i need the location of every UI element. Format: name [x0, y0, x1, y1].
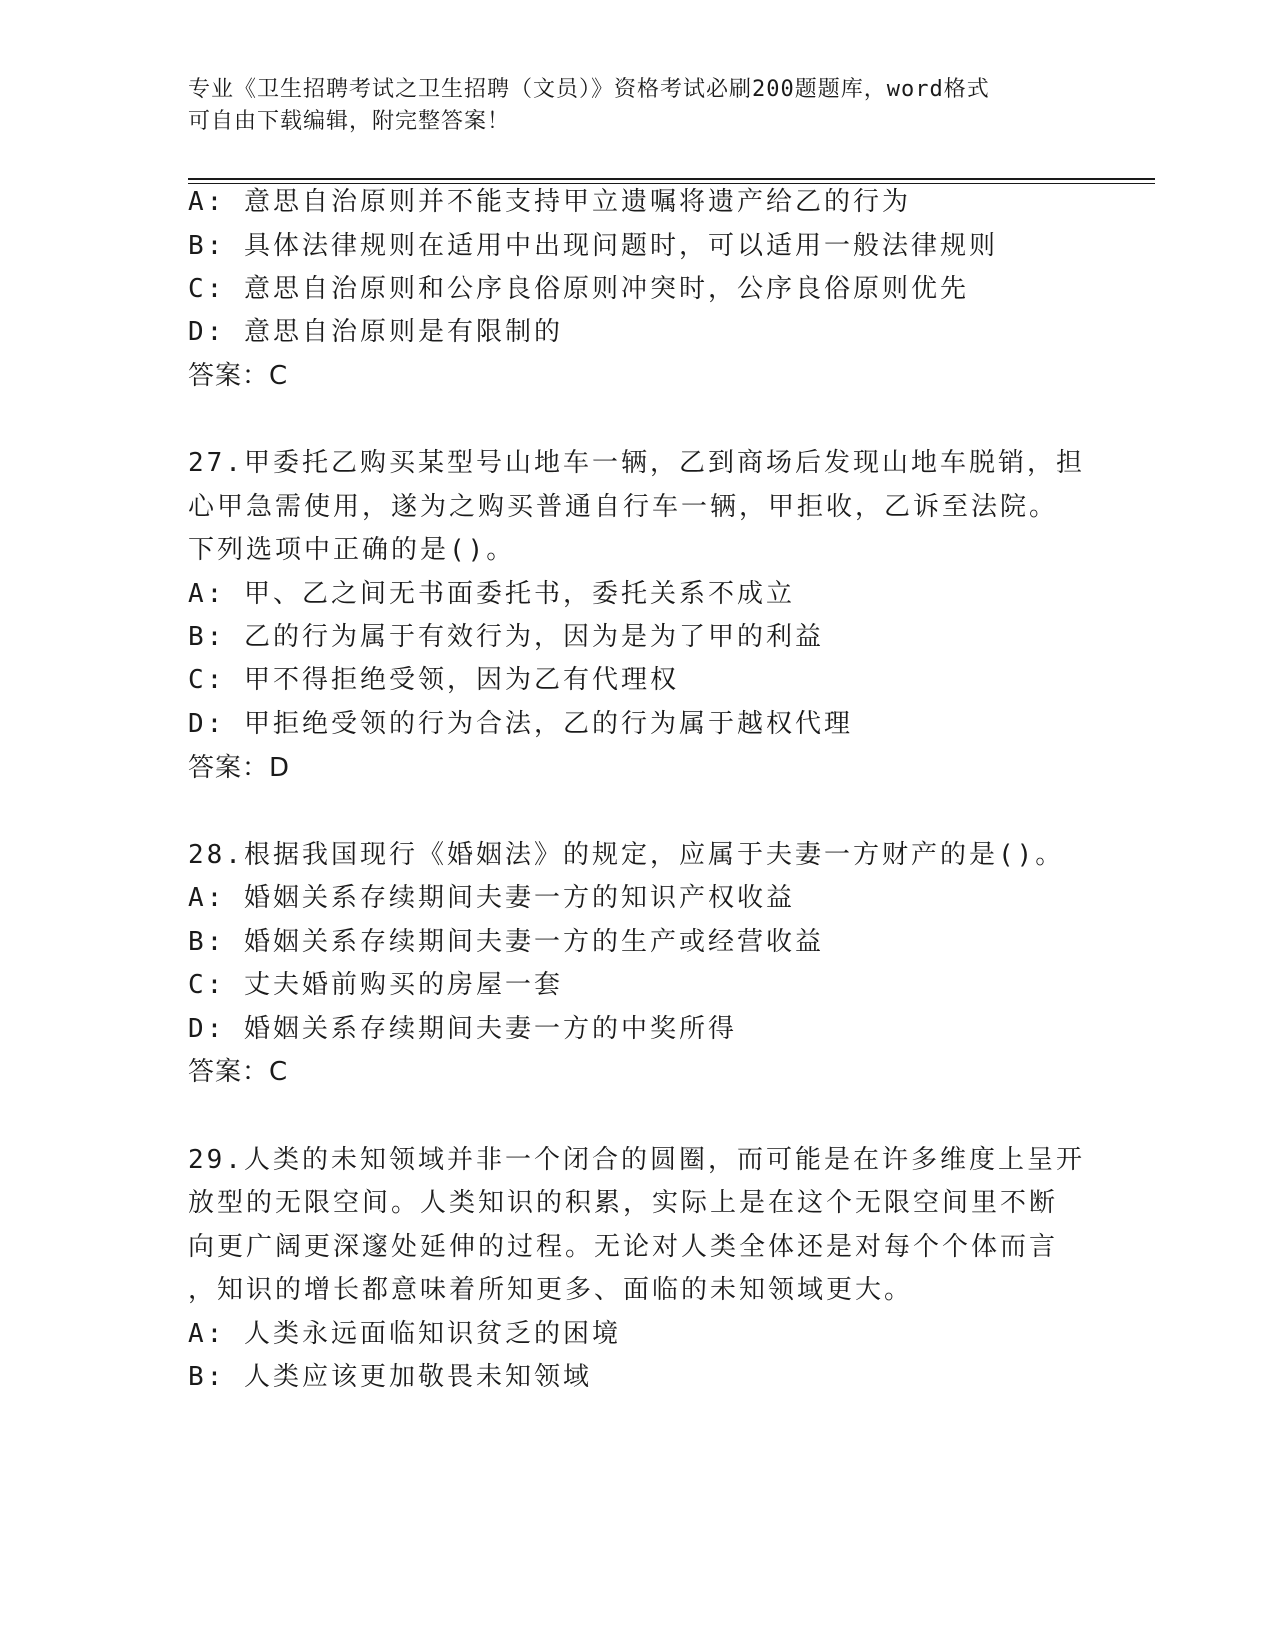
q29-option-a: A: 人类永远面临知识贫乏的困境 — [188, 1319, 621, 1349]
q26-option-a: A: 意思自治原则并不能支持甲立遗嘱将遗产给乙的行为 — [188, 187, 911, 217]
q27-option-a: A: 甲、乙之间无书面委托书，委托关系不成立 — [188, 579, 795, 609]
q28-stem-line-1: 28.根据我国现行《婚姻法》的规定，应属于夫妻一方财产的是()。 — [188, 840, 1065, 870]
q28-option-c: C: 丈夫婚前购买的房屋一套 — [188, 970, 563, 1000]
q26-option-c: C: 意思自治原则和公序良俗原则冲突时，公序良俗原则优先 — [188, 274, 969, 304]
q27-answer: 答案：D — [188, 753, 291, 783]
header-divider-thin — [188, 183, 1155, 184]
header-line-2: 可自由下载编辑，附完整答案！ — [188, 109, 511, 134]
q29-option-b: B: 人类应该更加敬畏未知领域 — [188, 1362, 592, 1392]
q29-stem-line-1: 29.人类的未知领域并非一个闭合的圆圈，而可能是在许多维度上呈开 — [188, 1145, 1085, 1175]
header-line-1: 专业《卫生招聘考试之卫生招聘（文员）》资格考试必刷200题题库，word格式 — [188, 77, 990, 102]
q27-option-b: B: 乙的行为属于有效行为，因为是为了甲的利益 — [188, 622, 824, 652]
header-divider-thick — [188, 178, 1155, 180]
q27-stem-line-2: 心甲急需使用，遂为之购买普通自行车一辆，甲拒收，乙诉至法院。 — [188, 492, 1059, 522]
q29-stem-line-3: 向更广阔更深邃处延伸的过程。无论对人类全体还是对每个个体而言 — [188, 1232, 1059, 1262]
q26-option-b: B: 具体法律规则在适用中出现问题时，可以适用一般法律规则 — [188, 231, 998, 261]
q27-option-d: D: 甲拒绝受领的行为合法，乙的行为属于越权代理 — [188, 709, 853, 739]
q27-option-c: C: 甲不得拒绝受领，因为乙有代理权 — [188, 665, 679, 695]
q27-stem-line-3: 下列选项中正确的是()。 — [188, 535, 516, 565]
q29-stem-line-4: ，知识的增长都意味着所知更多、面临的未知领域更大。 — [188, 1275, 914, 1305]
q29-stem-line-2: 放型的无限空间。人类知识的积累，实际上是在这个无限空间里不断 — [188, 1188, 1059, 1218]
q28-option-d: D: 婚姻关系存续期间夫妻一方的中奖所得 — [188, 1014, 737, 1044]
q28-option-b: B: 婚姻关系存续期间夫妻一方的生产或经营收益 — [188, 927, 824, 957]
q27-stem-line-1: 27.甲委托乙购买某型号山地车一辆，乙到商场后发现山地车脱销，担 — [188, 448, 1085, 478]
q26-answer: 答案：C — [188, 361, 289, 391]
q26-option-d: D: 意思自治原则是有限制的 — [188, 317, 563, 347]
document-header — [188, 74, 1068, 138]
q28-option-a: A: 婚姻关系存续期间夫妻一方的知识产权收益 — [188, 883, 795, 913]
q28-answer: 答案：C — [188, 1057, 289, 1087]
